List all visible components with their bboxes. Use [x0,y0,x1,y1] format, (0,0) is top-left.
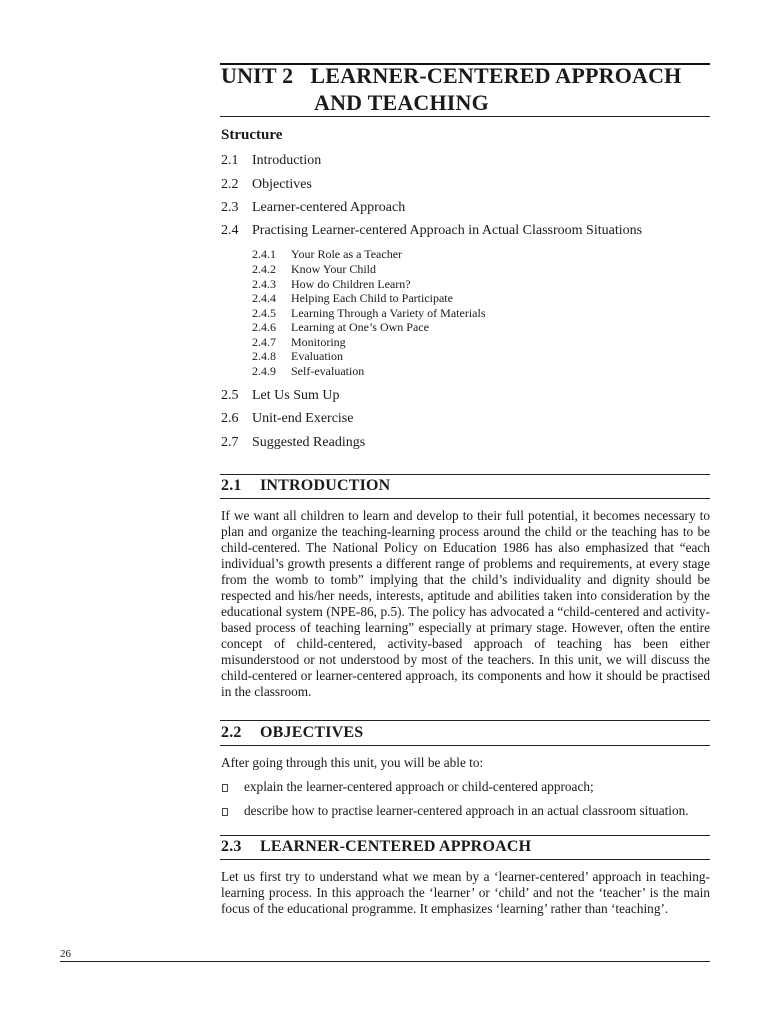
toc-sublabel: Your Role as a Teacher [291,247,403,261]
section-num: 2.2 [221,724,242,741]
section-rule-top [220,474,710,475]
objectives-lead: After going through this unit, you will be able to: [221,755,484,770]
toc-num: 2.6 [221,411,239,426]
toc-num: 2.1 [221,153,239,168]
section-num: 2.1 [221,477,242,494]
objective-text: describe how to practise learner-centered approach in an actual classroom situation. [244,803,689,818]
toc-sublabel: Self-evaluation [291,364,365,378]
toc-item [221,410,353,427]
toc-label: Introduction [252,153,322,168]
section-rule-bottom [220,745,710,746]
unit-title-line2: AND TEACHING [314,90,489,115]
toc-subnum: 2.4.5 [252,306,276,320]
toc-label: Objectives [252,177,312,192]
toc-item [221,199,405,216]
toc-subnum: 2.4.4 [252,291,276,305]
objective-bullet [221,803,689,819]
toc-subitem [252,335,346,349]
toc-subitem [252,262,376,276]
toc-label: Suggested Readings [252,435,366,450]
toc-subitem [252,277,411,291]
toc-sublabel: Learning at One’s Own Pace [291,320,429,334]
toc-label: Unit-end Exercise [252,411,354,426]
section-title: OBJECTIVES [260,724,364,741]
page-number: 26 [60,948,71,960]
section-heading-introduction [221,477,390,495]
toc-label: Practising Learner-centered Approach in Actual Classroom Situations [252,223,643,238]
toc-sublabel: Helping Each Child to Participate [291,291,453,305]
bullet-box-icon [222,784,228,792]
toc-subitem [252,320,429,334]
toc-num: 2.7 [221,435,239,450]
approach-paragraph: Let us first try to understand what we mean by a ‘learner-centered’ approach in teaching-learning process. In this approach the ‘learner’ or ‘child’ and not the ‘teacher’ is the main focus of the educational programme. It emphasizes ‘learning’ rather than ‘teaching’. [221,869,710,916]
bullet-box-icon [222,808,228,816]
footer-rule [60,961,710,962]
toc-sublabel: Learning Through a Variety of Materials [291,306,486,320]
toc-subnum: 2.4.9 [252,364,276,378]
section-heading-approach [221,838,531,856]
unit-title-line1: UNIT 2 LEARNER-CENTERED APPROACH [221,63,682,88]
toc-item [221,222,642,239]
toc-item [221,387,340,404]
toc-subnum: 2.4.7 [252,335,276,349]
toc-subnum: 2.4.6 [252,320,276,334]
structure-heading: Structure [221,127,283,143]
toc-subitem [252,247,402,261]
objective-bullet [221,779,594,795]
toc-subitem [252,291,453,305]
toc-sublabel: How do Children Learn? [291,277,411,291]
toc-num: 2.3 [221,200,239,215]
toc-item [221,152,321,169]
toc-sublabel: Evaluation [291,349,343,363]
introduction-paragraph: If we want all children to learn and develop to their full potential, it becomes necessary to plan and organize the teaching-learning process around the child or the teaching has to be child-centered. The National Policy on Education 1986 has also emphasized that “each individual’s growth presents a different range of problems and requirements, at every stage from the womb to tomb” implying that the child’s individuality and dignity should be respected and his/her needs, interests, aptitude and abilities taken into consideration by the educational system (NPE-86, p.5). The policy has advocated a “child-centered and activity-based process of teaching learning” especially at primary stage. However, often the entire concept of child-centered, activity-based approach of teaching has been either misunderstood or not understood by most of the teachers. In this unit, we will discuss the child-centered or learner-centered approach, its components and how it should be practised in the classroom. [221,508,710,699]
title-bottom-rule [220,116,710,117]
objective-text: explain the learner-centered approach or child-centered approach; [244,779,594,794]
toc-label: Learner-centered Approach [252,200,406,215]
section-rule-bottom [220,859,710,860]
toc-num: 2.4 [221,223,239,238]
toc-num: 2.5 [221,388,239,403]
unit-title [221,62,682,116]
toc-subnum: 2.4.1 [252,247,276,261]
toc-subnum: 2.4.2 [252,262,276,276]
section-rule-top [220,835,710,836]
toc-subnum: 2.4.3 [252,277,276,291]
toc-item [221,176,312,193]
toc-sublabel: Monitoring [291,335,346,349]
toc-num: 2.2 [221,177,239,192]
section-rule-top [220,720,710,721]
toc-subitem [252,364,364,378]
section-num: 2.3 [221,838,242,855]
toc-subnum: 2.4.8 [252,349,276,363]
toc-sublabel: Know Your Child [291,262,377,276]
toc-item [221,434,365,451]
section-heading-objectives [221,724,363,742]
section-title: INTRODUCTION [260,477,391,494]
toc-subitem [252,349,343,363]
toc-label: Let Us Sum Up [252,388,340,403]
section-title: LEARNER-CENTERED APPROACH [260,838,532,855]
section-rule-bottom [220,498,710,499]
toc-subitem [252,306,486,320]
